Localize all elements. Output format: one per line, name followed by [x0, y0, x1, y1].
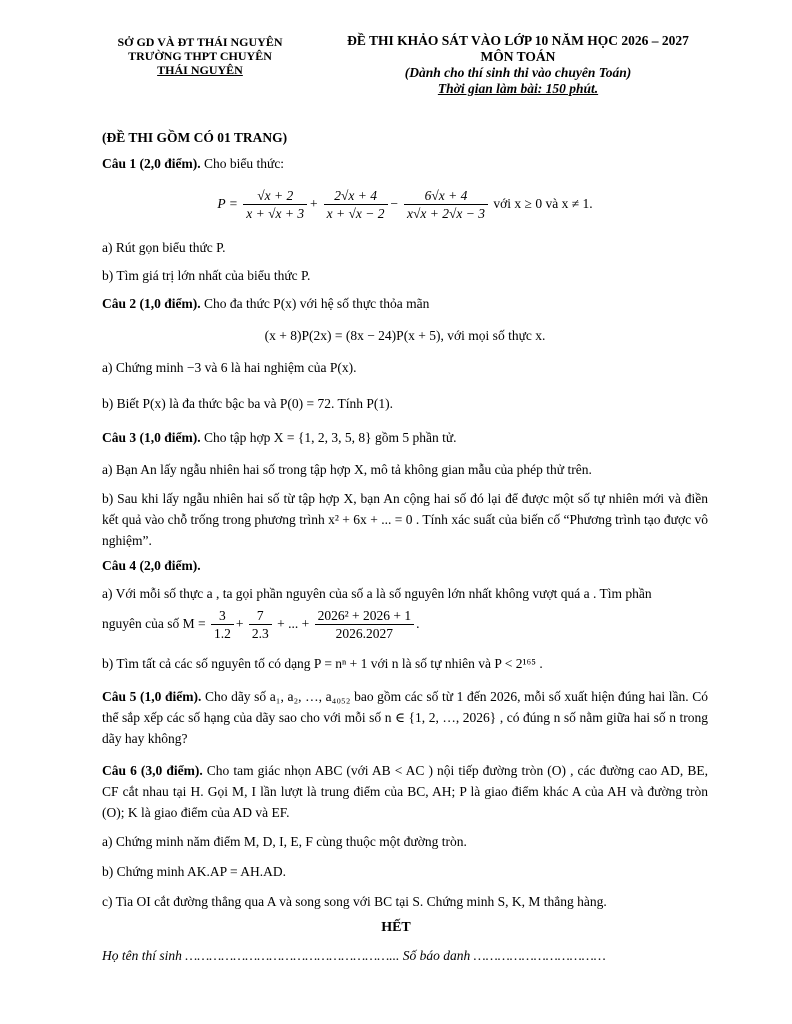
- q1-f2-num: 2√x + 4: [324, 187, 388, 205]
- q6-text: Cho tam giác nhọn ABC (với AB < AC ) nội tiếp đường tròn (O) , các đường cao AD, BE, CF cắt nhau tại H. Gọi M, I lần lượt là trung điểm của BC, AH; P là giao điểm khác A của AH và đường tròn (O); K là giao điểm của AD và EF.: [102, 763, 708, 820]
- exam-note: (Dành cho thí sinh thi vào chuyên Toán): [404, 65, 632, 80]
- q4-part-b: b) Tìm tất cả các số nguyên tố có dạng P = nⁿ + 1 với n là số tự nhiên và P < 2¹⁶⁵ .: [102, 656, 543, 671]
- q4-term-2: [249, 607, 272, 642]
- exam-subject: MÔN TOÁN: [480, 49, 556, 64]
- q6: [102, 760, 708, 823]
- q2-part-a: a) Chứng minh −3 và 6 là hai nghiệm của P(x).: [102, 360, 357, 375]
- department-name: SỞ GD VÀ ĐT THÁI NGUYÊN: [117, 35, 283, 49]
- q1-f2-den: x + √x − 2: [326, 206, 385, 222]
- school-name-line2: THÁI NGUYÊN: [157, 63, 243, 77]
- q3-part-b: b) Sau khi lấy ngẫu nhiên hai số từ tập hợp X, bạn An cộng hai số đó lại để được một số tự nhiên mới và điền kết quả vào chỗ trống trong phương trình x² + 6x + ... = 0 . Tính xác suất của biến cố “Phương trình tạo được vô nghiệm”.: [102, 491, 708, 548]
- q1-formula: P = $\frac{√x + 2}{x + √x + 3}$ + $\frac{2√x + 4}{x + √x - 2}$ − $\frac{6√x + 4}{x√x + 2√x - 3}$ với x ≥ 0 và x ≠ 1.: [217, 188, 593, 222]
- q1-label: Câu 1 (2,0 điểm).: [102, 156, 201, 171]
- q1-formula-lead: P =: [217, 196, 238, 211]
- q5-text: Cho dãy số a₁, a₂, …, a₄₀₅₂ bao gồm các số từ 1 đến 2026, mỗi số xuất hiện đúng hai lần. Có thể sắp xếp các số hạng của dãy sao cho với mỗi số n ∈ {1, 2, …, 2026} , có đúng n số nằm giữa hai số n trong dãy hay không?: [102, 689, 709, 746]
- q1-fraction-3: [404, 187, 488, 222]
- q4-t2-den: 2.3: [251, 626, 269, 642]
- q2-equation: (x + 8)P(2x) = (8x − 24)P(x + 5), với mọi số thực x.: [264, 328, 546, 343]
- q1-intro: [102, 154, 708, 174]
- q2-part-b: b) Biết P(x) là đa thức bậc ba và P(0) = 72. Tính P(1).: [102, 396, 393, 411]
- q4-part-a-line2: nguyên của số M = $\frac{3}{1.2}$ + $\frac{7}{2.3}$ + ... + $\frac{\text{2026² + 2026 + 1}}{2026.2027}$ .: [102, 608, 420, 642]
- q2-intro: [102, 294, 708, 314]
- q1-fraction-1: [243, 187, 307, 222]
- q6-part-a: a) Chứng minh năm điểm M, D, I, E, F cùng thuộc một đường tròn.: [102, 834, 467, 849]
- q6-part-c: c) Tia OI cắt đường thẳng qua A và song song với BC tại S. Chứng minh S, K, M thẳng hàng.: [102, 894, 607, 909]
- candidate-footer: Họ tên thí sinh ……………………………………………... Số báo danh ……………………………: [102, 948, 606, 963]
- q4-t1-num: 3: [211, 607, 234, 625]
- q1-f1-num: √x + 2: [243, 187, 307, 205]
- q3-label: Câu 3 (1,0 điểm).: [102, 430, 201, 445]
- exam-title: ĐỀ THI KHẢO SÁT VÀO LỚP 10 NĂM HỌC 2026 – 2027: [347, 33, 689, 48]
- q1-fraction-2: [324, 187, 388, 222]
- q4-m-lead: nguyên của số M =: [102, 616, 206, 631]
- q5: [102, 686, 708, 749]
- q3-intro: [102, 428, 708, 448]
- q1-part-a: a) Rút gọn biểu thức P.: [102, 240, 226, 255]
- q1-f3-num: 6√x + 4: [404, 187, 488, 205]
- q4-dots: + ... +: [277, 616, 310, 631]
- q4-t1-den: 1.2: [213, 626, 231, 642]
- exam-time: Thời gian làm bài: 150 phút.: [437, 81, 599, 96]
- school-name-line1: TRƯỜNG THPT CHUYÊN: [128, 49, 272, 63]
- q4-label: Câu 4 (2,0 điểm).: [102, 558, 201, 573]
- q4-t3-den: 2026.2027: [335, 626, 394, 642]
- q6-part-b: b) Chứng minh AK.AP = AH.AD.: [102, 864, 286, 879]
- pages-note: (ĐỀ THI GỒM CÓ 01 TRANG): [102, 130, 288, 145]
- q2-intro-text: Cho đa thức P(x) với hệ số thực thỏa mãn: [200, 296, 430, 311]
- q6-label: Câu 6 (3,0 điểm).: [102, 763, 203, 778]
- q4-part-a-line1: a) Với mỗi số thực a , ta gọi phần nguyên của số a là số nguyên lớn nhất không vượt quá a . Tìm phần: [102, 586, 652, 601]
- q4-t2-num: 7: [249, 607, 272, 625]
- q1-part-b: b) Tìm giá trị lớn nhất của biểu thức P.: [102, 268, 311, 283]
- q3-intro-text: Cho tập hợp X = {1, 2, 3, 5, 8} gồm 5 phần tử.: [200, 430, 457, 445]
- q4-term-1: [211, 607, 234, 642]
- q1-f3-den: x√x + 2√x − 3: [407, 206, 486, 222]
- q4-term-3: [315, 607, 415, 642]
- q1-f1-den: x + √x + 3: [246, 206, 305, 222]
- end-mark: HẾT: [381, 920, 411, 935]
- q3-part-a: a) Bạn An lấy ngẫu nhiên hai số trong tập hợp X, mô tả không gian mẫu của phép thử trên.: [102, 462, 592, 477]
- q4-t3-num: 2026² + 2026 + 1: [315, 607, 415, 625]
- exam-header: [318, 33, 718, 97]
- school-header: [96, 35, 304, 77]
- q1-condition: với x ≥ 0 và x ≠ 1.: [493, 196, 593, 211]
- q2-label: Câu 2 (1,0 điểm).: [102, 296, 201, 311]
- q5-label: Câu 5 (1,0 điểm).: [102, 689, 202, 704]
- q1-intro-text: Cho biểu thức:: [200, 156, 285, 171]
